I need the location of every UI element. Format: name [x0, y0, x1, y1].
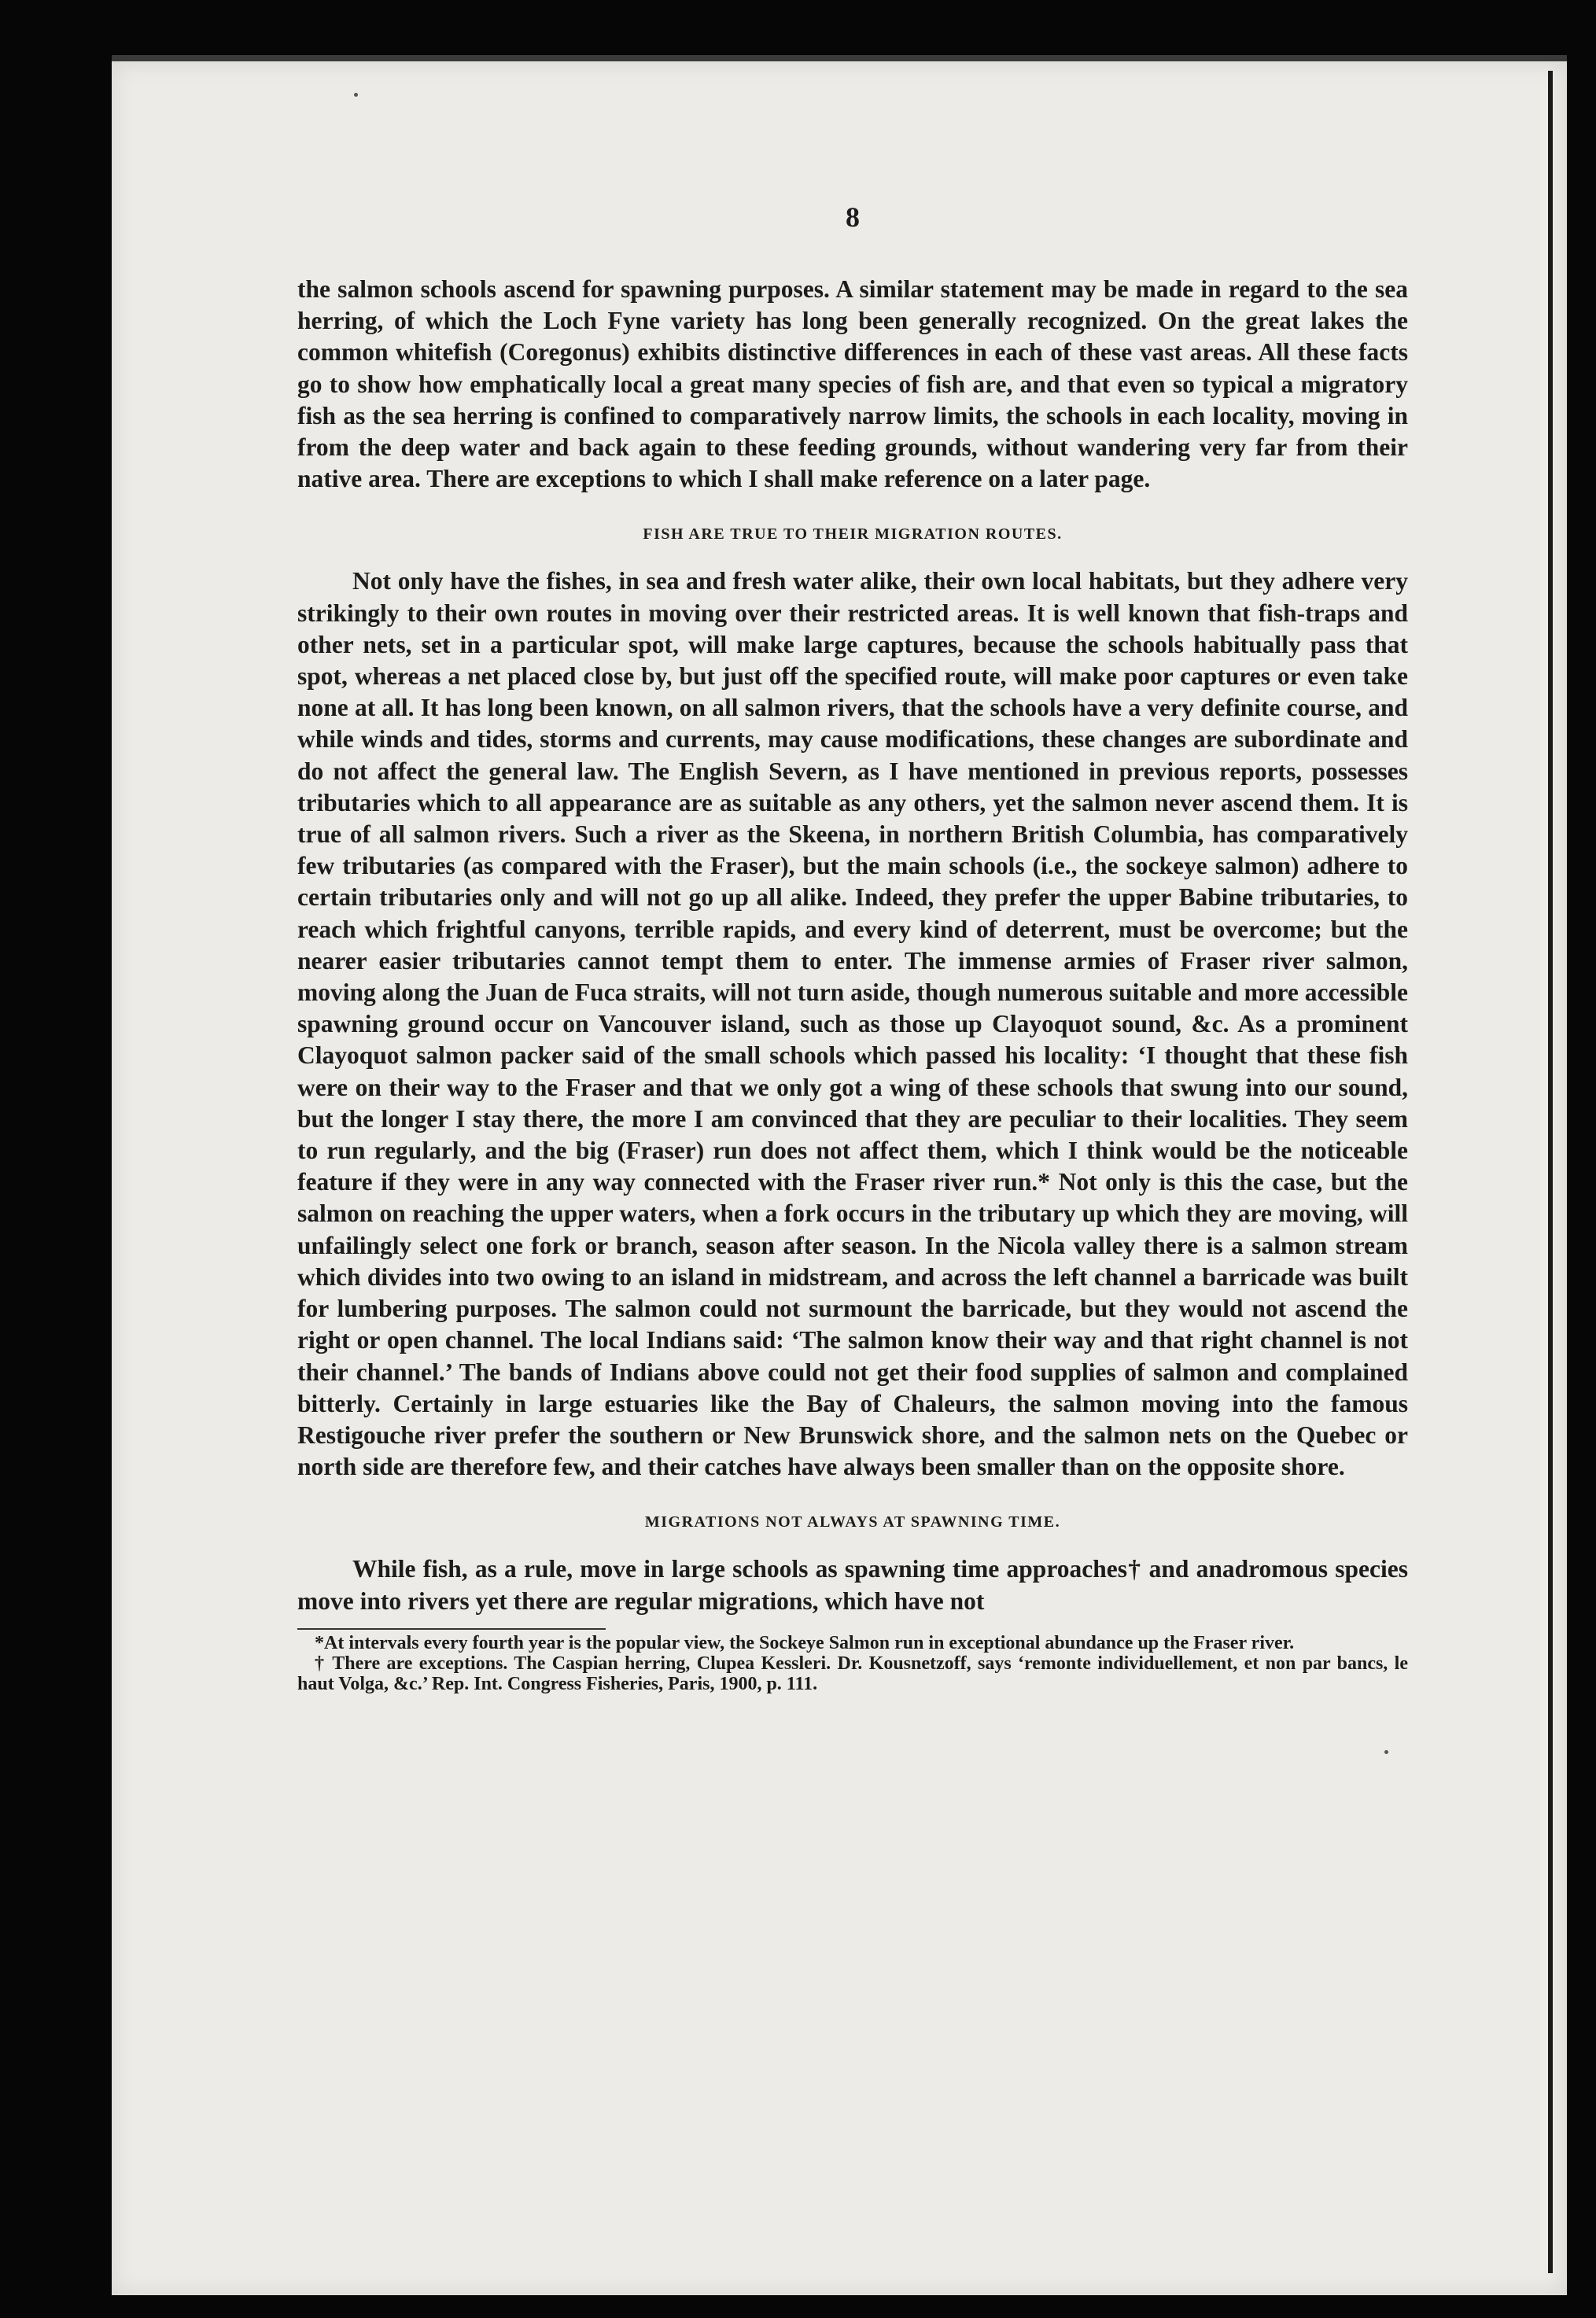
page-right-edge	[1548, 71, 1553, 2273]
page-number: 8	[846, 201, 860, 233]
section-heading-migration-routes: FISH ARE TRUE TO THEIR MIGRATION ROUTES.	[643, 525, 1063, 544]
footnote-divider	[297, 1628, 606, 1630]
paragraph-intro: the salmon schools ascend for spawning purposes. A similar statement may be made in regard to the sea herring, of which the Loch Fyne variety has long been generally recognized. On the great lakes the common whitefish (Coregonus) exhibits distinctive differences in each of these vast areas. All these facts go to show how emphatically local a great many species of fish are, and that even so typical a migratory fish as the sea herring is confined to comparatively narrow limits, the schools in each locality, moving in from the deep water and back again to these feeding grounds, without wandering very far from their native area. There are exceptions to which I shall make reference on a later page.	[297, 275, 1408, 493]
paragraph-migration-routes: Not only have the fishes, in sea and fresh water alike, their own local habitats, but they adhere very strikingly to their own routes in moving over their restricted areas. It is well known that fish-traps and other nets, set in a particular spot, will make large captures, because the schools habitually pass that spot, whereas a net placed close by, but just off the specified route, will make poor captures or even take none at all. It has long been known, on all salmon rivers, that the schools have a very definite course, and while winds and tides, storms and currents, may cause modifications, these changes are subordinate and do not affect the general law. The English Severn, as I have mentioned in previous reports, possesses tributaries which to all appearance are as suitable as any others, yet the salmon never ascend them. It is true of all salmon rivers. Such a river as the Skeena, in northern British Columbia, has comparatively few tributaries (as compared with the Fraser), but the main schools (i.e., the sockeye salmon) adhere to certain tributaries only and will not go up all alike. Indeed, they prefer the upper Babine tributaries, to reach which frightful canyons, terrible rapids, and every kind of deterrent, must be overcome; but the nearer easier tributaries cannot tempt them to enter. The immense armies of Fraser river salmon, moving along the Juan de Fuca straits, will not turn aside, though numerous suitable and more accessible spawning ground occur on Vancouver island, such as those up Clayoquot sound, &c. As a prominent Clayoquot salmon packer said of the small schools which passed his locality: ‘I thought that these fish were on their way to the Fraser and that we only got a wing of these schools that swung into our sound, but the longer I stay there, the more I am convinced that they are peculiar to their localities. They seem to run regularly, and the big (Fraser) run does not affect them, which I think would be the noticeable feature if they were in any way connected with the Fraser river run.* Not only is this the case, but the salmon on reaching the upper waters, when a fork occurs in the tributary up which they are moving, will unfailingly select one fork or branch, season after season. In the Nicola valley there is a salmon stream which divides into two owing to an island in midstream, and across the left channel a barricade was built for lumbering purposes. The salmon could not surmount the barricade, but they would not ascend the right or open channel. The local Indians said: ‘The salmon know their way and that right channel is not their channel.’ The bands of Indians above could not get their food supplies of salmon and complained bitterly. Certainly in large estuaries like the Bay of Chaleurs, the salmon moving into the famous Restigouche river prefer the southern or New Brunswick shore, and the salmon nets on the Quebec or north side are therefore few, and their catches have always been smaller than on the opposite shore.	[297, 567, 1408, 1481]
scan-speck	[354, 93, 358, 97]
footnote-2: † There are exceptions. The Caspian herring, Clupea Kessleri. Dr. Kousnetzoff, says ‘remonte individuellement, et non par bancs, le haut Volga, &c.’ Rep. Int. Congress Fisheries, Paris, 1900, p. 111.	[297, 1653, 1408, 1694]
paragraph-spawning-time: While fish, as a rule, move in large schools as spawning time approaches† and anadromous species move into rivers yet there are regular migrations, which have not	[297, 1555, 1408, 1615]
footnote-1: *At intervals every fourth year is the popular view, the Sockeye Salmon run in exceptional abundance up the Fraser river.	[315, 1632, 1295, 1653]
page-body	[297, 203, 1408, 1694]
section-heading-spawning-time: MIGRATIONS NOT ALWAYS AT SPAWNING TIME.	[644, 1513, 1061, 1531]
scan-speck	[1384, 1750, 1388, 1754]
